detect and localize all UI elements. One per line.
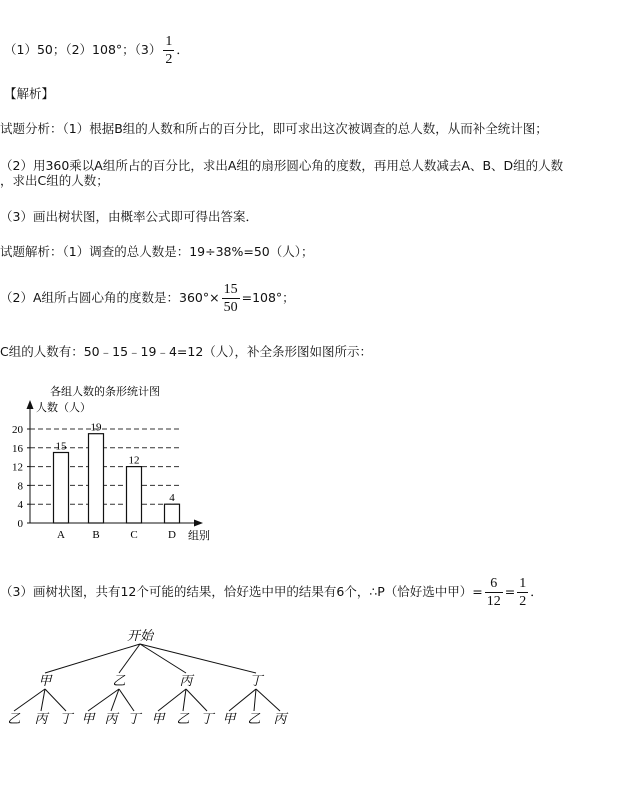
fraction-numerator: 1 [165, 34, 173, 49]
simplified-fraction [517, 576, 528, 609]
fraction-numerator: 15 [223, 282, 238, 297]
bar-value-label: 4 [169, 492, 175, 505]
probability-fraction [485, 576, 503, 609]
tree-node-level2: 甲 [81, 712, 95, 727]
y-tick-label: 0 [17, 518, 23, 530]
chart-title: 各组人数的条形统计图 [50, 385, 160, 398]
tree-branch [140, 644, 256, 673]
bar-value-label: 12 [128, 454, 140, 467]
bar-D [165, 504, 180, 523]
tree-diagram [0, 622, 310, 732]
jiexi-heading: 【解析】 [4, 86, 55, 101]
analysis-line-2b: ，求出C组的人数； [0, 173, 109, 188]
solution-line-3: C组的人数有：50﹣15﹣19﹣4=12（人），补全条形图如图所示： [0, 344, 373, 359]
tree-branch [45, 644, 140, 673]
fraction-denominator: 2 [165, 52, 173, 67]
tree-node-level1: 甲 [38, 674, 52, 689]
tree-node-level2: 乙 [7, 712, 21, 727]
tree-branch [158, 689, 186, 711]
x-axis-arrow [194, 520, 203, 527]
tree-branch [254, 689, 256, 711]
answer-end: ． [176, 42, 189, 57]
tree-node-level2: 丙 [34, 712, 48, 727]
y-tick-label: 4 [17, 499, 23, 512]
solution-line-2 [0, 282, 295, 315]
analysis-line-1: 试题分析：（1）根据B组的人数和所占的百分比，即可求出这次被调查的总人数，从而补全统计图； [0, 121, 548, 136]
tree-branch [41, 689, 45, 711]
fraction-numerator: 1 [519, 576, 527, 591]
solution-4-end: ． [530, 584, 543, 599]
x-tick-label: B [92, 529, 100, 541]
tree-node-level2: 甲 [222, 712, 236, 727]
solution-2-prefix: （2）A组所占圆心角的度数是：360°× [0, 290, 220, 305]
bar-chart [0, 378, 230, 548]
tree-node-level2: 乙 [176, 712, 190, 727]
solution-4-prefix: （3）画树状图，共有12个可能的结果，恰好选中甲的结果有6个，∴P（恰好选中甲）= [0, 584, 483, 599]
analysis-line-2a: （2）用360乘以A组所占的百分比，求出A组的扇形圆心角的度数，再用总人数减去A、B、D组的人数 [0, 158, 564, 173]
solution-line-1: 试题解析：（1）调查的总人数是：19÷38%=50（人）； [0, 244, 314, 259]
fraction-denominator: 50 [223, 300, 238, 315]
y-tick-label: 20 [12, 424, 23, 436]
x-tick-label: D [168, 529, 176, 541]
y-axis-arrow [27, 400, 34, 409]
tree-node-level1: 丙 [179, 674, 193, 689]
fraction-numerator: 6 [490, 576, 498, 591]
tree-node-level2: 丙 [273, 712, 287, 727]
answer-fraction [163, 34, 174, 67]
bar-value-label: 15 [55, 440, 67, 453]
tree-branch [256, 689, 280, 711]
tree-node-level1: 丁 [249, 674, 263, 689]
y-axis-label: 人数（人） [36, 401, 91, 414]
tree-branch [140, 644, 186, 673]
tree-node-level1: 乙 [112, 674, 126, 689]
y-tick-label: 16 [12, 442, 23, 455]
tree-branch [183, 689, 186, 711]
analysis-line-3: （3）画出树状图，由概率公式即可得出答案． [0, 209, 258, 224]
solution-2-suffix: =108°； [241, 290, 295, 305]
tree-node-level2: 乙 [247, 712, 261, 727]
tree-branch [88, 689, 119, 711]
tree-node-level2: 丁 [127, 712, 141, 727]
solution-2-fraction [222, 282, 240, 315]
bar-A [54, 453, 69, 524]
solution-line-4 [0, 576, 543, 609]
x-axis-label: 组别 [188, 529, 210, 542]
bar-C [127, 467, 142, 523]
tree-node-level2: 丙 [104, 712, 118, 727]
bar-value-label: 19 [90, 421, 102, 434]
tree-branch [186, 689, 207, 711]
tree-branch [229, 689, 256, 711]
y-tick-label: 12 [12, 461, 23, 474]
tree-node-level2: 丁 [59, 712, 73, 727]
tree-branch [45, 689, 66, 711]
equals-sign: = [504, 584, 516, 599]
answer-text: （1）50；（2）108°；（3） [4, 42, 162, 57]
tree-root: 开始 [126, 629, 154, 644]
tree-branch [14, 689, 45, 711]
tree-node-level2: 丁 [200, 712, 214, 727]
tree-node-level2: 甲 [151, 712, 165, 727]
fraction-denominator: 2 [519, 594, 527, 609]
tree-branch [119, 689, 134, 711]
x-tick-label: C [130, 529, 138, 541]
x-tick-label: A [57, 529, 65, 541]
answer-line [4, 34, 189, 67]
bar-B [89, 434, 104, 523]
tree-branch [119, 644, 140, 673]
y-tick-label: 8 [17, 480, 23, 493]
fraction-denominator: 12 [486, 594, 501, 609]
